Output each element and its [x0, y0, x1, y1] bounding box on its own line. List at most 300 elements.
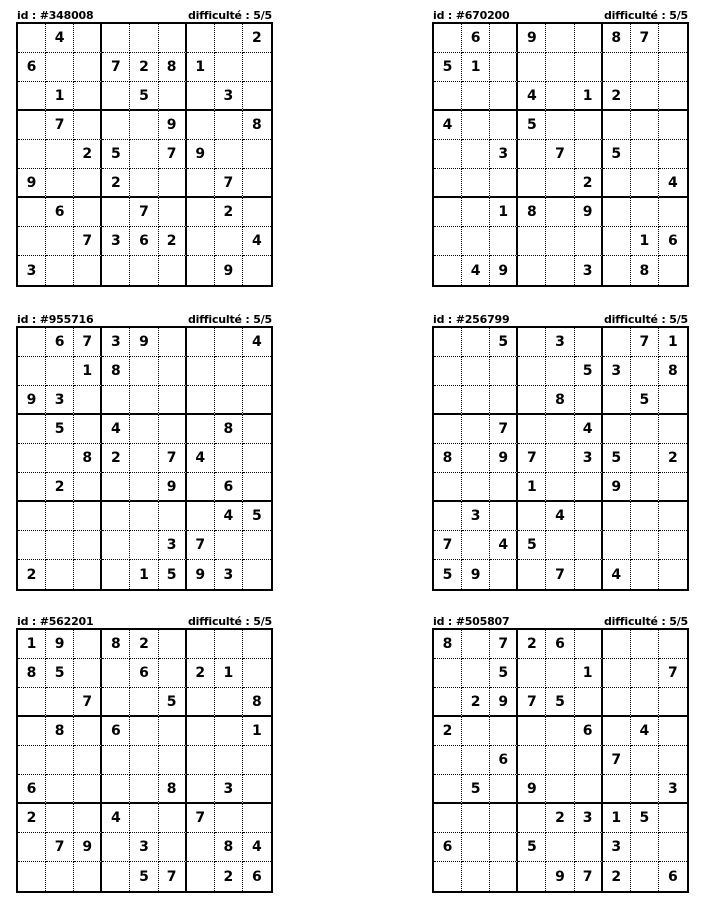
sudoku-cell [490, 357, 518, 386]
sudoku-cell [490, 473, 518, 502]
puzzle-id [433, 314, 509, 326]
sudoku-cell [462, 227, 490, 256]
sudoku-cell: 5 [130, 82, 158, 111]
sudoku-cell: 6 [434, 833, 462, 862]
puzzle-id-label: id : [17, 313, 40, 326]
sudoku-cell [603, 775, 631, 804]
sudoku-cell: 7 [74, 328, 102, 357]
sudoku-cell [603, 531, 631, 560]
sudoku-cell [631, 357, 659, 386]
sudoku-cell: 3 [659, 775, 687, 804]
sudoku-cell [130, 717, 158, 746]
sudoku-cell: 2 [546, 804, 574, 833]
sudoku-cell: 2 [102, 444, 130, 473]
sudoku-cell [102, 198, 130, 227]
sudoku-cell: 1 [187, 53, 215, 82]
sudoku-cell [546, 111, 574, 140]
sudoku-cell: 8 [46, 717, 74, 746]
sudoku-cell [18, 688, 46, 717]
sudoku-cell: 5 [46, 415, 74, 444]
puzzle-difficulty [188, 10, 272, 22]
sudoku-cell: 2 [130, 630, 158, 659]
sudoku-cell: 7 [102, 53, 130, 82]
sudoku-cell [575, 24, 603, 53]
sudoku-cell [659, 256, 687, 285]
sudoku-cell: 7 [215, 169, 243, 198]
sudoku-cell: 6 [102, 717, 130, 746]
sudoku-cell: 2 [462, 688, 490, 717]
sudoku-cell: 4 [490, 531, 518, 560]
sudoku-cell: 6 [490, 746, 518, 775]
sudoku-cell [74, 82, 102, 111]
sudoku-cell: 1 [659, 328, 687, 357]
sudoku-cell [187, 473, 215, 502]
sudoku-cell [18, 82, 46, 111]
sudoku-cell [18, 357, 46, 386]
sudoku-cell [18, 833, 46, 862]
sudoku-cell [215, 24, 243, 53]
sudoku-cell [243, 746, 271, 775]
sudoku-cell [102, 775, 130, 804]
sudoku-cell [130, 169, 158, 198]
sudoku-cell [434, 357, 462, 386]
sudoku-cell [74, 198, 102, 227]
sudoku-cell [490, 775, 518, 804]
sudoku-cell: 4 [243, 227, 271, 256]
sudoku-cell [187, 227, 215, 256]
sudoku-cell [74, 746, 102, 775]
sudoku-cell [575, 560, 603, 589]
sudoku-grid [16, 22, 273, 287]
sudoku-cell [546, 833, 574, 862]
sudoku-cell [102, 256, 130, 285]
sudoku-cell [74, 111, 102, 140]
sudoku-cell: 2 [102, 169, 130, 198]
sudoku-cell [518, 862, 546, 891]
sudoku-cell [102, 862, 130, 891]
sudoku-cell: 9 [18, 386, 46, 415]
sudoku-cell [490, 386, 518, 415]
sudoku-cell [518, 415, 546, 444]
difficulty-label: difficulté : [603, 313, 670, 326]
sudoku-cell [18, 415, 46, 444]
sudoku-cell [215, 328, 243, 357]
sudoku-cell: 7 [490, 630, 518, 659]
sudoku-cell [546, 227, 574, 256]
sudoku-cell [159, 24, 187, 53]
sudoku-cell [631, 630, 659, 659]
sudoku-cell: 6 [252, 868, 262, 885]
sudoku-cell [187, 630, 215, 659]
sudoku-cell: 9 [546, 862, 574, 891]
sudoku-cell [74, 659, 102, 688]
difficulty-label: difficulté : [187, 313, 254, 326]
sudoku-cell: 7 [490, 415, 518, 444]
sudoku-cell [603, 502, 631, 531]
sudoku-cell [187, 415, 215, 444]
puzzle-id-value: #670200 [455, 9, 510, 22]
sudoku-cell [631, 140, 659, 169]
sudoku-cell [518, 227, 546, 256]
sudoku-cell [546, 256, 574, 285]
sudoku-cell [490, 833, 518, 862]
sudoku-cell [187, 24, 215, 53]
puzzle-header [432, 614, 689, 628]
sudoku-cell: 7 [159, 140, 187, 169]
sudoku-cell [631, 198, 659, 227]
sudoku-cell [215, 531, 243, 560]
sudoku-cell: 6 [659, 227, 687, 256]
sudoku-cell [187, 688, 215, 717]
sudoku-cell [102, 688, 130, 717]
sudoku-cell: 8 [546, 386, 574, 415]
difficulty-label: difficulté : [187, 615, 254, 628]
sudoku-cell [243, 386, 271, 415]
sudoku-cell [462, 169, 490, 198]
sudoku-cell [243, 630, 271, 659]
sudoku-cell [130, 502, 158, 531]
sudoku-cell: 4 [434, 111, 462, 140]
sudoku-cell: 1 [575, 659, 603, 688]
sudoku-cell [462, 804, 490, 833]
sudoku-cell: 8 [518, 198, 546, 227]
sudoku-cell: 5 [518, 111, 546, 140]
sudoku-cell: 6 [546, 630, 574, 659]
sudoku-cell [130, 256, 158, 285]
sudoku-cell: 7 [603, 746, 631, 775]
sudoku-cell [631, 560, 659, 589]
puzzle-id-label: id : [17, 9, 40, 22]
sudoku-cell [575, 111, 603, 140]
sudoku-cell [243, 198, 271, 227]
puzzle-difficulty [604, 10, 688, 22]
sudoku-cell [159, 746, 187, 775]
sudoku-cell [575, 140, 603, 169]
sudoku-cell [187, 386, 215, 415]
sudoku-cell [659, 630, 687, 659]
sudoku-puzzle [432, 312, 689, 591]
sudoku-cell: 9 [187, 560, 215, 589]
sudoku-cell [518, 717, 546, 746]
sudoku-cell [546, 169, 574, 198]
sudoku-cell [187, 82, 215, 111]
sudoku-cell: 4 [46, 24, 74, 53]
sudoku-cell: 9 [130, 328, 158, 357]
sudoku-cell [631, 688, 659, 717]
sudoku-cell: 5 [518, 833, 546, 862]
sudoku-cell [74, 804, 102, 833]
sudoku-cell: 1 [462, 53, 490, 82]
sudoku-cell: 2 [18, 560, 46, 589]
sudoku-cell [130, 746, 158, 775]
sudoku-cell [434, 328, 462, 357]
sudoku-cell [659, 502, 687, 531]
sudoku-cell: 3 [102, 328, 130, 357]
sudoku-cell: 8 [243, 111, 271, 140]
sudoku-cell: 1 [74, 357, 102, 386]
sudoku-cell [546, 531, 574, 560]
sudoku-cell [187, 746, 215, 775]
sudoku-cell: 4 [243, 328, 271, 357]
sudoku-cell: 9 [46, 630, 74, 659]
sudoku-cell [102, 24, 130, 53]
sudoku-cell [546, 775, 574, 804]
sudoku-cell [46, 169, 74, 198]
sudoku-cell [102, 560, 130, 589]
sudoku-cell [215, 140, 243, 169]
sudoku-puzzle [16, 8, 273, 287]
sudoku-cell: 9 [187, 140, 215, 169]
sudoku-cell [518, 53, 546, 82]
sudoku-cell: 3 [546, 328, 574, 357]
sudoku-cell: 1 [575, 82, 603, 111]
sudoku-cell [74, 862, 102, 891]
sudoku-cell [74, 386, 102, 415]
puzzle-header [16, 8, 273, 22]
sudoku-cell: 7 [187, 531, 215, 560]
sudoku-cell [659, 111, 687, 140]
sudoku-cell: 3 [575, 804, 603, 833]
sudoku-cell: 4 [215, 502, 243, 531]
sudoku-cell [462, 357, 490, 386]
sudoku-cell: 7 [434, 531, 462, 560]
sudoku-cell [575, 775, 603, 804]
sudoku-cell [603, 169, 631, 198]
puzzle-id-label: id : [17, 615, 40, 628]
sudoku-cell [74, 502, 102, 531]
sudoku-cell [130, 804, 158, 833]
sudoku-cell: 9 [518, 24, 546, 53]
sudoku-cell: 7 [130, 198, 158, 227]
sudoku-cell: 7 [518, 688, 546, 717]
puzzle-id-value: #256799 [455, 313, 510, 326]
sudoku-cell [659, 140, 687, 169]
sudoku-cell: 1 [490, 198, 518, 227]
sudoku-cell [575, 53, 603, 82]
sudoku-cell: 9 [462, 560, 490, 589]
sudoku-cell [243, 169, 271, 198]
sudoku-cell: 3 [575, 256, 603, 285]
sudoku-cell [518, 140, 546, 169]
sudoku-cell [159, 659, 187, 688]
sudoku-cell [659, 473, 687, 502]
sudoku-cell [631, 82, 659, 111]
sudoku-cell [130, 473, 158, 502]
puzzle-id [17, 314, 93, 326]
sudoku-cell [434, 502, 462, 531]
sudoku-cell [518, 502, 546, 531]
sudoku-cell: 1 [46, 82, 74, 111]
sudoku-cell: 5 [46, 659, 74, 688]
sudoku-cell [490, 82, 518, 111]
sudoku-cell [434, 415, 462, 444]
sudoku-cell [74, 775, 102, 804]
sudoku-cell [603, 717, 631, 746]
sudoku-cell [102, 746, 130, 775]
sudoku-cell [490, 227, 518, 256]
sudoku-cell [490, 24, 518, 53]
sudoku-cell: 7 [46, 833, 74, 862]
sudoku-cell [243, 53, 271, 82]
difficulty-value: 5/5 [253, 615, 272, 628]
sudoku-cell [631, 444, 659, 473]
sudoku-cell: 2 [215, 198, 243, 227]
sudoku-cell [659, 531, 687, 560]
sudoku-cell [187, 169, 215, 198]
sudoku-cell [102, 502, 130, 531]
sudoku-cell: 6 [18, 53, 46, 82]
sudoku-cell [102, 659, 130, 688]
sudoku-cell: 3 [215, 775, 243, 804]
sudoku-cell [18, 111, 46, 140]
puzzle-id [17, 10, 93, 22]
sudoku-cell: 5 [603, 444, 631, 473]
sudoku-cell: 1 [518, 473, 546, 502]
sudoku-cell: 8 [434, 444, 462, 473]
sudoku-cell [659, 53, 687, 82]
sudoku-cell [46, 227, 74, 256]
sudoku-cell: 4 [243, 833, 271, 862]
sudoku-cell [631, 111, 659, 140]
sudoku-cell: 1 [603, 804, 631, 833]
sudoku-cell [659, 198, 687, 227]
sudoku-cell: 5 [434, 560, 462, 589]
sudoku-cell [518, 659, 546, 688]
sudoku-cell [102, 833, 130, 862]
sudoku-cell [130, 386, 158, 415]
sudoku-cell: 2 [603, 82, 631, 111]
sudoku-cell: 3 [490, 140, 518, 169]
sudoku-cell [546, 473, 574, 502]
sudoku-cell: 3 [603, 357, 631, 386]
sudoku-cell [159, 630, 187, 659]
sudoku-cell: 2 [74, 140, 102, 169]
sudoku-cell [462, 630, 490, 659]
sudoku-cell [434, 659, 462, 688]
sudoku-cell [74, 560, 102, 589]
sudoku-cell: 1 [18, 630, 46, 659]
sudoku-cell [603, 659, 631, 688]
sudoku-cell [102, 111, 130, 140]
sudoku-cell [243, 473, 271, 502]
sudoku-cell [546, 659, 574, 688]
sudoku-cell: 3 [603, 833, 631, 862]
sudoku-cell [575, 502, 603, 531]
sudoku-cell [546, 198, 574, 227]
sudoku-cell: 9 [490, 256, 518, 285]
difficulty-value: 5/5 [253, 313, 272, 326]
sudoku-cell [631, 169, 659, 198]
sudoku-cell [215, 227, 243, 256]
sudoku-cell [603, 386, 631, 415]
sudoku-cell: 3 [130, 833, 158, 862]
sudoku-cell: 5 [159, 560, 187, 589]
sudoku-cell [187, 862, 215, 891]
sudoku-cell: 5 [490, 659, 518, 688]
sudoku-cell [434, 746, 462, 775]
sudoku-cell: 5 [631, 804, 659, 833]
sudoku-cell [490, 111, 518, 140]
sudoku-cell: 2 [659, 444, 687, 473]
sudoku-cell: 3 [102, 227, 130, 256]
sudoku-cell [659, 24, 687, 53]
sudoku-cell: 5 [518, 531, 546, 560]
sudoku-cell [46, 688, 74, 717]
sudoku-cell [243, 140, 271, 169]
sudoku-cell [518, 357, 546, 386]
sudoku-cell: 8 [18, 659, 46, 688]
sudoku-cell [130, 111, 158, 140]
sudoku-cell [18, 502, 46, 531]
sudoku-cell [434, 140, 462, 169]
sudoku-cell: 7 [631, 24, 659, 53]
sudoku-cell [102, 473, 130, 502]
sudoku-cell [603, 227, 631, 256]
sudoku-puzzle [432, 614, 689, 893]
sudoku-cell [130, 357, 158, 386]
sudoku-cell [490, 717, 518, 746]
sudoku-cell [46, 256, 74, 285]
sudoku-cell [243, 357, 271, 386]
sudoku-cell: 2 [46, 473, 74, 502]
difficulty-value: 5/5 [253, 9, 272, 22]
sudoku-cell [659, 560, 687, 589]
sudoku-cell [74, 256, 102, 285]
puzzle-header [16, 312, 273, 326]
puzzle-difficulty [188, 314, 272, 326]
sudoku-cell: 6 [215, 473, 243, 502]
sudoku-cell: 4 [102, 804, 130, 833]
difficulty-label: difficulté : [603, 615, 670, 628]
sudoku-cell: 8 [215, 415, 243, 444]
sudoku-cell [74, 24, 102, 53]
puzzle-id-label: id : [433, 9, 456, 22]
sudoku-cell: 8 [102, 357, 130, 386]
sudoku-cell: 1 [243, 717, 271, 746]
sudoku-cell: 5 [243, 502, 271, 531]
sudoku-cell [18, 328, 46, 357]
sudoku-cell: 5 [130, 862, 158, 891]
sudoku-cell: 4 [546, 502, 574, 531]
sudoku-cell [546, 444, 574, 473]
sudoku-cell: 9 [159, 473, 187, 502]
sudoku-cell [462, 111, 490, 140]
sudoku-cell [434, 862, 462, 891]
sudoku-cell [46, 560, 74, 589]
puzzle-header [16, 614, 273, 628]
sudoku-cell [575, 531, 603, 560]
sudoku-cell [490, 804, 518, 833]
sudoku-cell: 1 [631, 227, 659, 256]
puzzle-id [17, 616, 93, 628]
sudoku-cell [659, 386, 687, 415]
sudoku-cell: 2 [575, 169, 603, 198]
sudoku-cell: 5 [490, 328, 518, 357]
sudoku-cell [462, 82, 490, 111]
sudoku-grid [432, 22, 689, 287]
sudoku-cell [243, 415, 271, 444]
sudoku-cell [518, 560, 546, 589]
sudoku-cell [462, 415, 490, 444]
sudoku-cell: 3 [575, 444, 603, 473]
sudoku-cell [159, 415, 187, 444]
sudoku-cell: 4 [631, 717, 659, 746]
sudoku-cell [518, 386, 546, 415]
sudoku-cell: 6 [18, 775, 46, 804]
sudoku-cell [575, 328, 603, 357]
sudoku-cell [18, 227, 46, 256]
sudoku-cell [631, 862, 659, 891]
